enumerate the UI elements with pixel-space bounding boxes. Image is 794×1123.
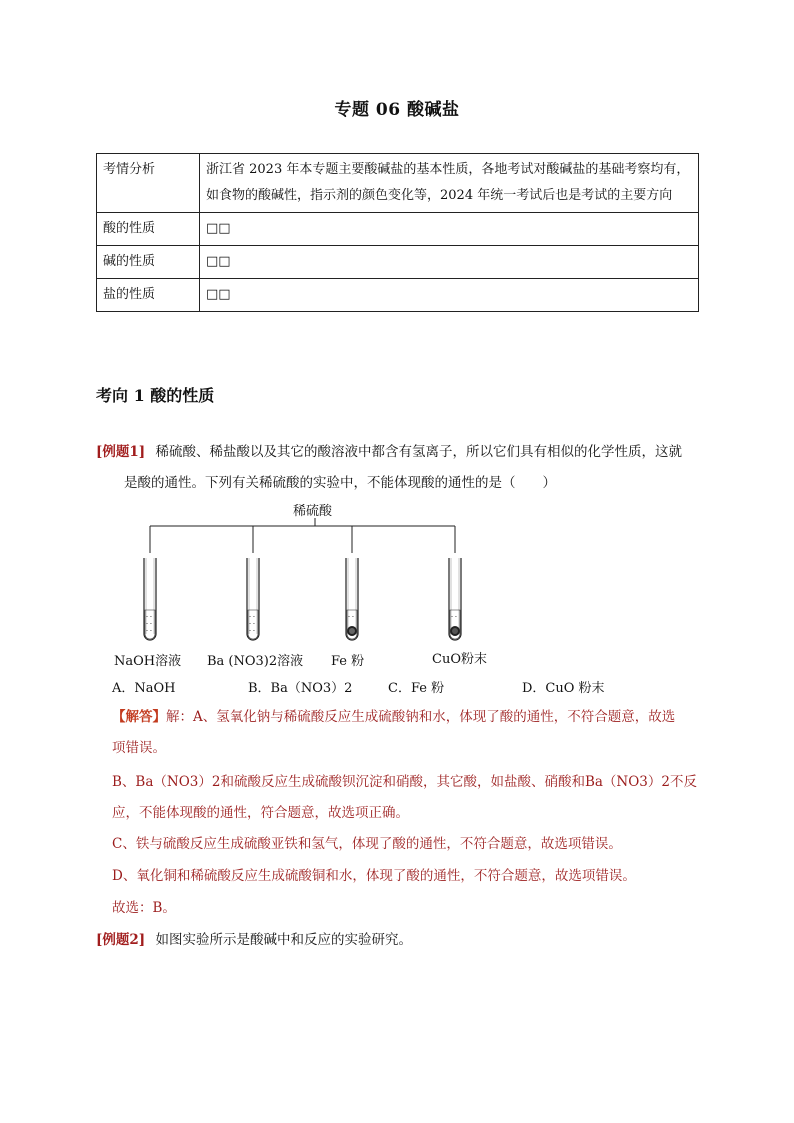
- option-a: A．NaOH: [112, 681, 176, 696]
- test-tube-figure: [110, 498, 510, 673]
- answer-line: B、Ba（NO3）2和硫酸反应生成硫酸钡沉淀和硝酸，其它酸，如盐酸、硝酸和Ba（NO3）2不反: [112, 774, 697, 790]
- option-c: C．Fe 粉: [388, 681, 445, 696]
- overview-table: [96, 153, 699, 312]
- tube-label: CuO粉末: [432, 652, 487, 667]
- example2-text: 如图实验所示是酸碱中和反应的实验研究。: [155, 932, 412, 948]
- table-key-cell: 碱的性质: [97, 246, 200, 279]
- option-d: D．CuO 粉末: [522, 681, 605, 696]
- answer-line: 应，不能体现酸的通性，符合题意，故选项正确。: [112, 805, 409, 821]
- svg-text:- -: - -: [146, 627, 152, 634]
- table-row: [97, 213, 699, 246]
- test-tubes-diagram: [110, 498, 510, 648]
- test-tube-cuo: [449, 558, 461, 640]
- table-key-cell: 考情分析: [97, 154, 200, 213]
- page-title: 专题 06 酸碱盐: [334, 100, 460, 120]
- example1-question-line2: 是酸的通性。下列有关稀硫酸的实验中，不能体现酸的通性的是（ ）: [124, 475, 556, 491]
- test-tube-naoh: [144, 558, 156, 640]
- test-tube-fe: [346, 558, 358, 640]
- example2-label: [例题2]: [96, 932, 146, 948]
- answer-line: C、铁与硫酸反应生成硫酸亚铁和氢气，体现了酸的通性，不符合题意，故选项错误。: [112, 836, 622, 852]
- answer-line: 故选：B。: [112, 900, 176, 916]
- svg-text:- -: - -: [249, 613, 255, 620]
- answer-line: D、氧化铜和稀硫酸反应生成硫酸铜和水，体现了酸的通性，不符合题意，故选项错误。: [112, 868, 636, 884]
- section-heading: 考向 1 酸的性质: [96, 386, 215, 405]
- svg-text:- -: - -: [146, 613, 152, 620]
- example1-label: [例题1]: [96, 444, 146, 460]
- tube-label: Fe 粉: [331, 654, 365, 669]
- tube-label: NaOH溶液: [114, 654, 182, 669]
- table-value-cell: □□: [200, 213, 699, 246]
- table-row: [97, 246, 699, 279]
- example1-question-line1: [96, 438, 716, 467]
- table-row: [97, 154, 699, 213]
- table-key-cell: 酸的性质: [97, 213, 200, 246]
- svg-text:- -: - -: [146, 620, 152, 627]
- answer-line1: [112, 703, 712, 732]
- table-row: [97, 279, 699, 312]
- test-tube-ba-no3: [247, 558, 259, 640]
- svg-text:- -: - -: [348, 613, 354, 620]
- table-value-cell: 浙江省 2023 年本专题主要酸碱盐的基本性质，各地考试对酸碱盐的基础考察均有，如食物的酸碱性，指示剂的颜色变化等，2024 年统一考试后也是考试的主要方向: [200, 154, 699, 213]
- svg-text:- -: - -: [249, 620, 255, 627]
- table-value-cell: □□: [200, 279, 699, 312]
- svg-text:- -: - -: [249, 627, 255, 634]
- answer-label: 【解答】: [112, 709, 166, 725]
- answer-options: [112, 677, 712, 697]
- option-b: B．Ba（NO3）2: [248, 681, 353, 696]
- answer-line: 项错误。: [112, 740, 166, 756]
- svg-text:- -: - -: [451, 613, 457, 620]
- example1-question-text: 稀硫酸、稀盐酸以及其它的酸溶液中都含有氢离子，所以它们具有相似的化学性质，这就: [155, 444, 682, 460]
- example2-question: [96, 926, 716, 955]
- table-key-cell: 盐的性质: [97, 279, 200, 312]
- table-value-cell: □□: [200, 246, 699, 279]
- answer-text: 解：A、氢氧化钠与稀硫酸反应生成硫酸钠和水，体现了酸的通性，不符合题意，故选: [166, 709, 676, 725]
- tube-label: Ba (NO3)2溶液: [207, 654, 304, 669]
- figure-top-label: 稀硫酸: [293, 504, 333, 519]
